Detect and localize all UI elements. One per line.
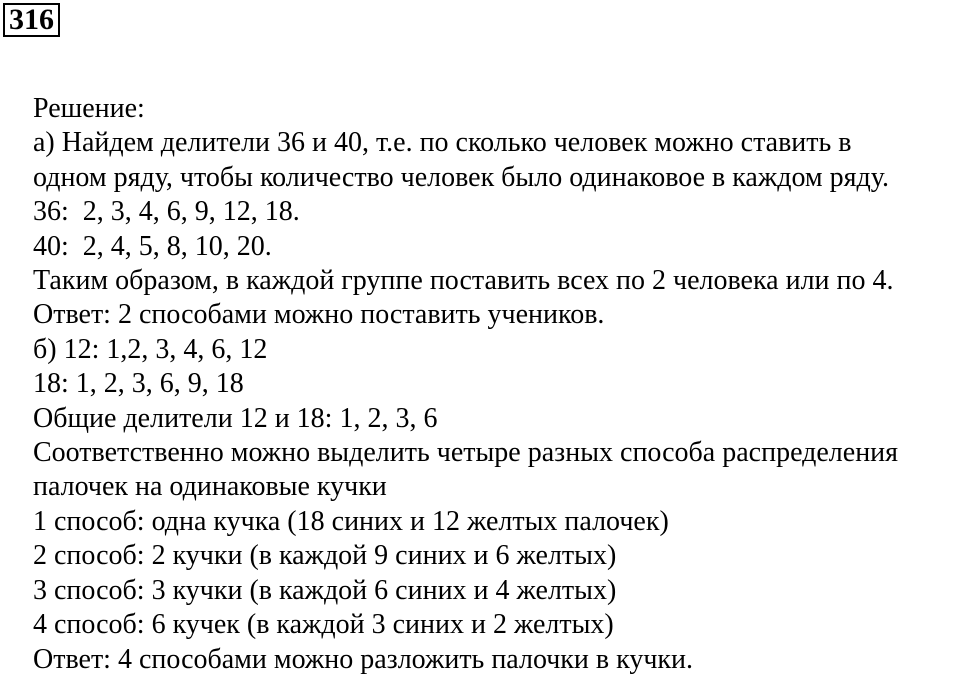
solution-line: 1 способ: одна кучка (18 синих и 12 желтых палочек) <box>33 505 669 537</box>
solution-line: 3 способ: 3 кучки (в каждой 6 синих и 4 желтых) <box>33 574 617 606</box>
answer-line: Ответ: 2 способами можно поставить учеников. <box>33 299 605 331</box>
solution-line: Общие делители 12 и 18: 1, 2, 3, 6 <box>33 402 438 434</box>
solution-line: 2 способ: 2 кучки (в каждой 9 синих и 6 желтых) <box>33 540 617 572</box>
solution-line: б) 12: 1,2, 3, 4, 6, 12 <box>33 333 268 365</box>
solution-line: а) Найдем делители 36 и 40, т.е. по сколько человек можно ставить в <box>33 127 852 159</box>
problem-number: 316 <box>3 3 60 37</box>
solution-line: одном ряду, чтобы количество человек было одинаковое в каждом ряду. <box>33 161 889 193</box>
solution-line: Таким образом, в каждой группе поставить всех по 2 человека или по 4. <box>33 265 894 297</box>
solution-line: 40: 2, 4, 5, 8, 10, 20. <box>33 230 272 262</box>
solution-heading: Решение: <box>33 93 145 124</box>
solution-line: Соответственно можно выделить четыре разных способа распределения <box>33 437 899 469</box>
solution-text <box>33 92 958 677</box>
solution-line: 18: 1, 2, 3, 6, 9, 18 <box>33 368 244 400</box>
solution-line: палочек на одинаковые кучки <box>33 471 387 503</box>
answer-line: Ответ: 4 способами можно разложить палочки в кучки. <box>33 643 693 675</box>
solution-line: 4 способ: 6 кучек (в каждой 3 синих и 2 желтых) <box>33 609 614 641</box>
solution-line: 36: 2, 3, 4, 6, 9, 12, 18. <box>33 196 300 228</box>
